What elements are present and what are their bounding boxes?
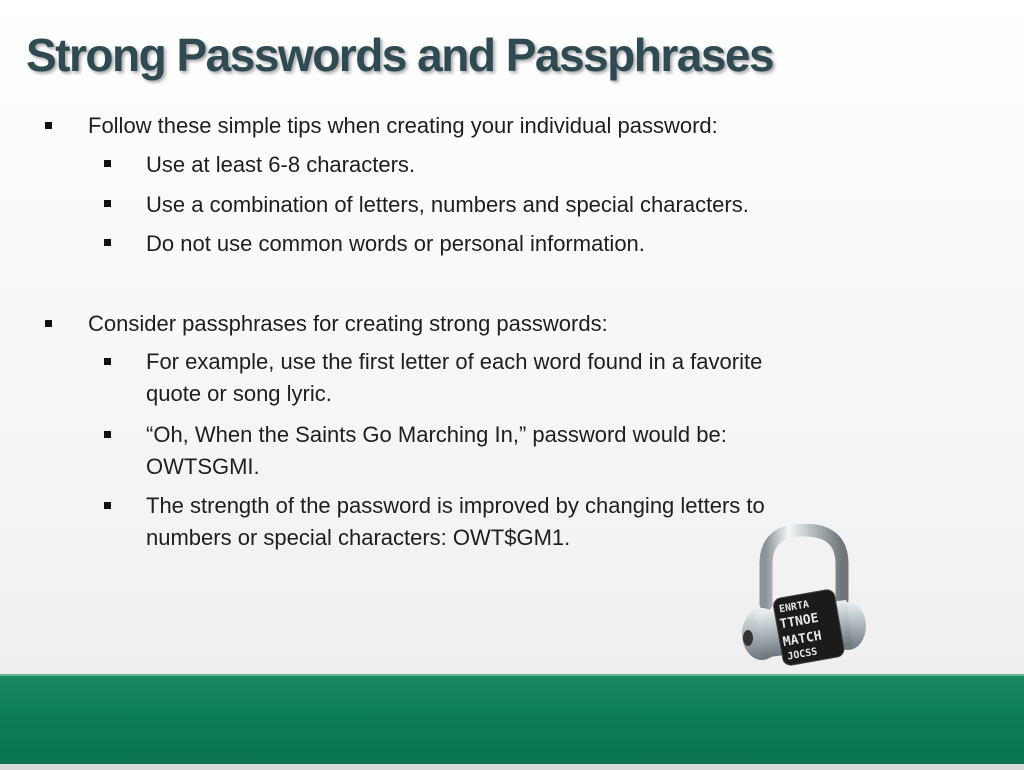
sub-bullet-marker (104, 239, 111, 246)
combination-padlock-icon (736, 524, 872, 672)
bullet-marker (45, 320, 52, 327)
sub-bullet-marker (104, 431, 111, 438)
dial-row: ENRTA (778, 599, 810, 616)
footer-band (0, 674, 1024, 770)
sub-bullet-item-line: numbers or special characters: OWT$GM1. (146, 525, 571, 550)
bullet-marker (45, 122, 52, 129)
dial-row: MATCH (781, 628, 823, 651)
sub-bullet-item-line: For example, use the first letter of each word found in a favorite (146, 349, 763, 374)
sub-bullet-marker (104, 200, 111, 207)
bullet-item: Follow these simple tips when creating your individual password: (88, 113, 718, 138)
sub-bullet-marker (104, 502, 111, 509)
bullet-item: Consider passphrases for creating strong passwords: (88, 311, 608, 336)
sub-bullet-item-line: quote or song lyric. (146, 381, 332, 406)
sub-bullet-item-line: The strength of the password is improved by changing letters to (146, 493, 765, 518)
dial-row: TTNOE (778, 610, 820, 633)
sub-bullet-item-line: OWTSGMI. (146, 454, 260, 479)
slide-title: Strong Passwords and Passphrases (26, 29, 774, 81)
sub-bullet-marker (104, 358, 111, 365)
dial-row: JOCSS (786, 646, 819, 663)
sub-bullet-item: Use at least 6-8 characters. (146, 152, 416, 177)
sub-bullet-item: Use a combination of letters, numbers and special characters. (146, 192, 749, 217)
sub-bullet-marker (104, 160, 111, 167)
sub-bullet-item-line: “Oh, When the Saints Go Marching In,” password would be: (146, 422, 727, 447)
sub-bullet-item: Do not use common words or personal information. (146, 231, 645, 256)
